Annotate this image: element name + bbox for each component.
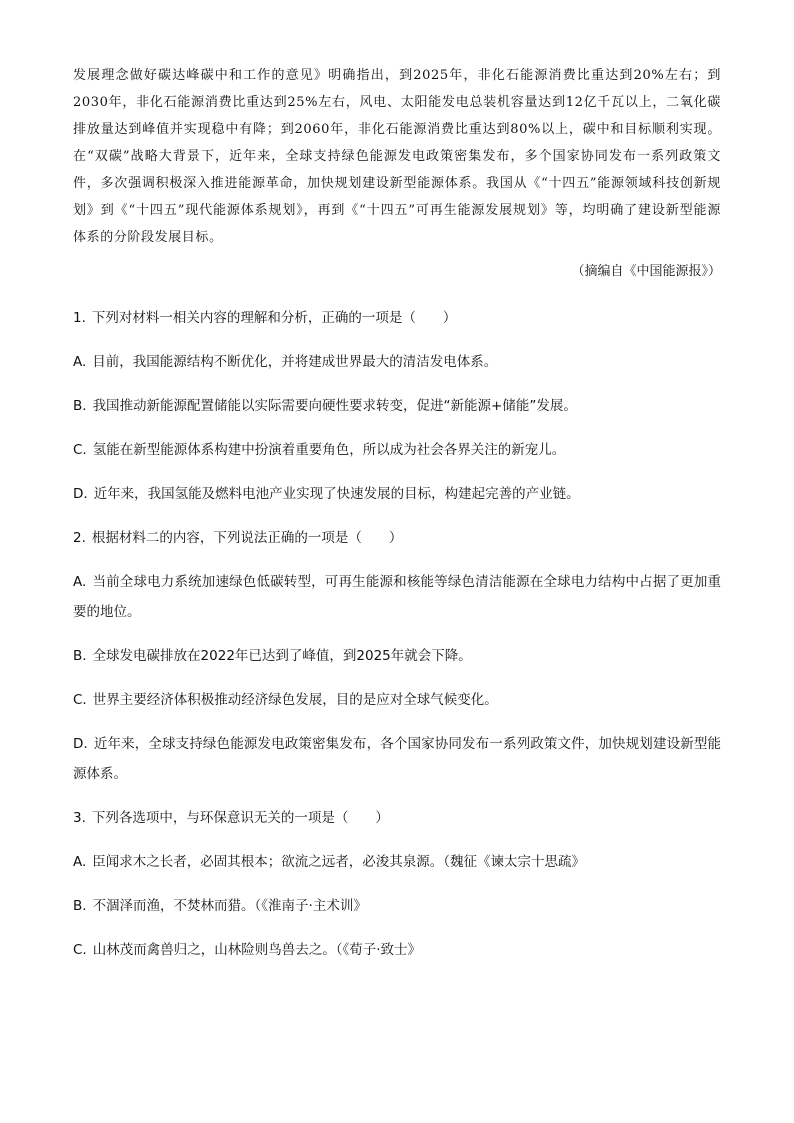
passage-source: （摘编自《中国能源报》） [571, 264, 721, 279]
option-c [73, 935, 721, 965]
question-1 [73, 303, 721, 509]
option-a [73, 347, 721, 377]
question-stem [73, 803, 721, 833]
option-b [73, 891, 721, 921]
question-text: 下列对材料一相关内容的理解和分析，正确的一项是（ ） [91, 310, 457, 326]
question-number: 2. [73, 530, 86, 546]
option-d [73, 729, 721, 789]
question-2 [73, 523, 721, 789]
option-letter: B. [73, 648, 87, 664]
question-stem [73, 303, 721, 333]
option-text: 氢能在新型能源体系构建中扮演着重要角色，所以成为社会各界关注的新宠儿。 [92, 442, 566, 458]
option-c [73, 435, 721, 465]
option-text: 山林茂而禽兽归之，山林险则鸟兽去之。（《荀子·致士》 [92, 942, 422, 958]
option-text: 世界主要经济体积极推动经济绿色发展，目的是应对全球气候变化。 [92, 692, 498, 708]
passage-text: 发展理念做好碳达峰碳中和工作的意见》明确指出，到2025年，非化石能源消费比重达到20%左右；到2030年，非化石能源消费比重达到25%左右，风电、太阳能发电总装机容量达到12亿千瓦以上，二氧化碳排放量达到峰值并实现稳中有降；到2060年，非化石能源消费比重达到80%以上，碳中和目标顺利实现。在“双碳”战略大背景下，近年来，全球支持绿色能源发电政策密集发布，多个国家协同发布一系列政策文件，多次强调积极深入推进能源革命，加快规划建设新型能源体系。我国从《“十四五”能源领域科技创新规划》到《“十四五”现代能源体系规划》，再到《“十四五”可再生能源发展规划》等，均明确了建设新型能源体系的分阶段发展目标。 [73, 68, 721, 245]
option-b [73, 641, 721, 671]
option-text: 臣闻求木之长者，必固其根本；欲流之远者，必浚其泉源。（魏征《谏太宗十思疏》 [92, 854, 586, 870]
option-text: 目前，我国能源结构不断优化，并将建成世界最大的清洁发电体系。 [92, 354, 498, 370]
option-c [73, 685, 721, 715]
option-letter: B. [73, 398, 87, 414]
option-letter: C. [73, 942, 87, 958]
option-letter: C. [73, 442, 87, 458]
option-a [73, 847, 721, 877]
option-b [73, 391, 721, 421]
option-letter: A. [73, 354, 87, 370]
option-d [73, 479, 721, 509]
question-text: 根据材料二的内容，下列说法正确的一项是（ ） [91, 530, 403, 546]
option-text: 不涸泽而渔，不焚林而猎。（《淮南子·主术训》 [92, 898, 367, 914]
option-text: 近年来，我国氢能及燃料电池产业实现了快速发展的目标，构建起完善的产业链。 [93, 486, 580, 502]
option-letter: D. [73, 736, 88, 752]
question-3 [73, 803, 721, 965]
question-number: 1. [73, 310, 86, 326]
option-text: 全球发电碳排放在2022年已达到了峰值，到2025年就会下降。 [92, 648, 472, 664]
option-a [73, 567, 721, 627]
option-letter: A. [73, 574, 87, 590]
document-page [73, 62, 721, 979]
option-letter: B. [73, 898, 87, 914]
question-list [73, 303, 721, 965]
option-text: 我国推动新能源配置储能以实际需要向硬性要求转变，促进“新能源+储能”发展。 [92, 398, 577, 414]
option-letter: D. [73, 486, 88, 502]
option-text: 当前全球电力系统加速绿色低碳转型，可再生能源和核能等绿色清洁能源在全球电力结构中占据了更加重要的地位。 [73, 574, 721, 620]
option-text: 近年来，全球支持绿色能源发电政策密集发布，各个国家协同发布一系列政策文件，加快规划建设新型能源体系。 [73, 736, 721, 782]
question-text: 下列各选项中，与环保意识无关的一项是（ ） [91, 810, 389, 826]
question-number: 3. [73, 810, 86, 826]
question-stem [73, 523, 721, 553]
option-letter: C. [73, 692, 87, 708]
option-letter: A. [73, 854, 87, 870]
